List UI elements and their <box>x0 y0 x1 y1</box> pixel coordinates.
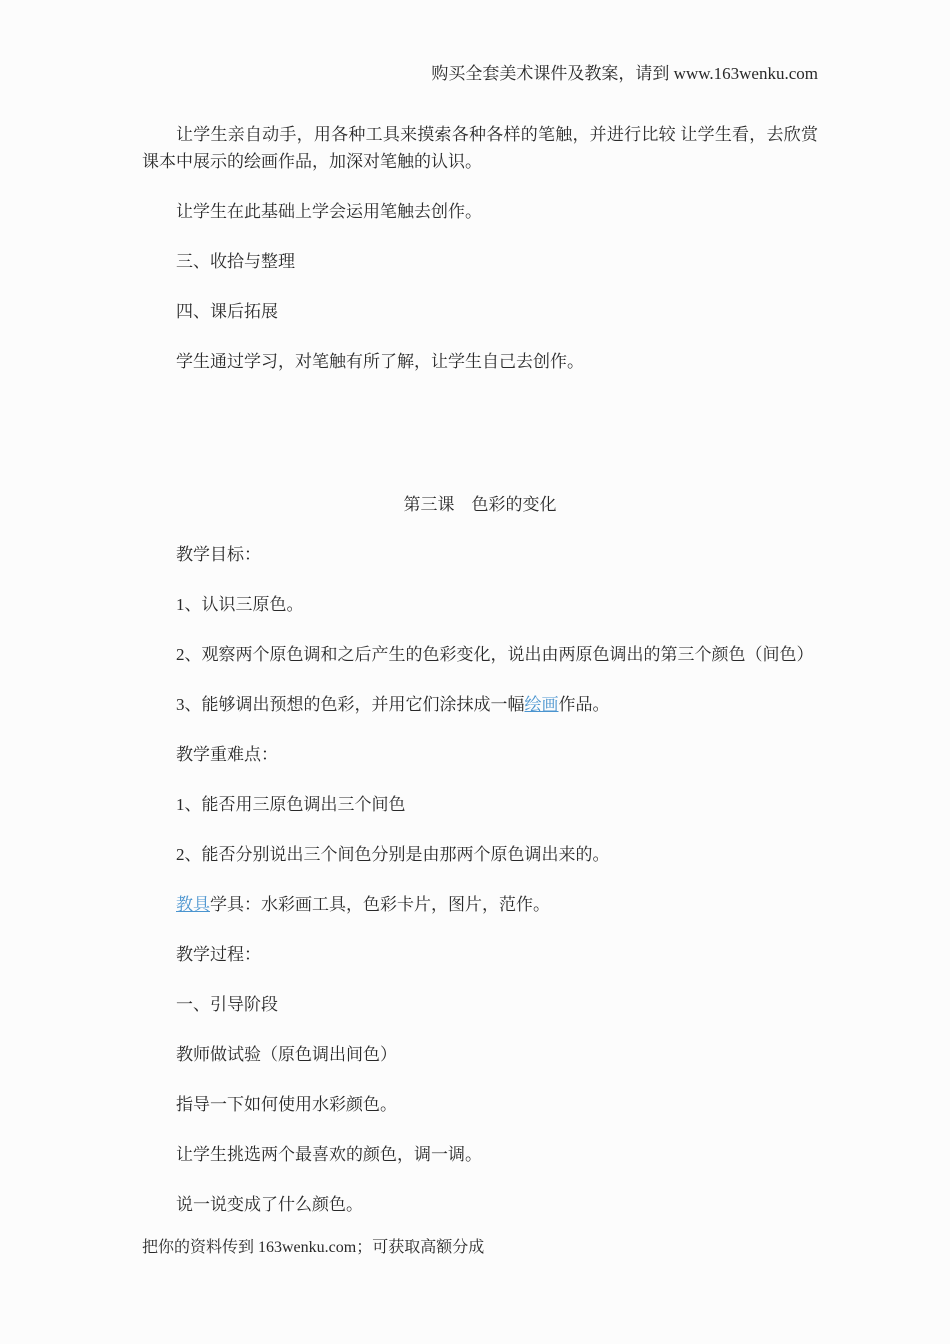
section-heading-cleanup: 三、收拾与整理 <box>176 252 295 271</box>
key-points-heading: 教学重难点： <box>176 745 278 764</box>
materials-line <box>142 891 818 918</box>
materials-text-after-link: 学具：水彩画工具，色彩卡片，图片，范作。 <box>210 895 550 914</box>
footer-promo: 把你的资料传到 163wenku.com；可获取高额分成 <box>142 1239 485 1256</box>
process-heading: 教学过程： <box>176 945 261 964</box>
section-heading-extension: 四、课后拓展 <box>176 302 278 321</box>
lesson-title: 第三课 色彩的变化 <box>403 495 557 514</box>
objective-item-1: 1、认识三原色。 <box>176 595 304 614</box>
objective-3-text-after-link: 作品。 <box>558 695 610 714</box>
objective-item-3 <box>142 691 818 718</box>
step-say-color: 说一说变成了什么颜色。 <box>176 1195 363 1214</box>
objective-item-2: 2、观察两个原色调和之后产生的色彩变化，说出由两原色调出的第三个颜色（间色） <box>176 645 814 664</box>
step-pick-colors: 让学生挑选两个最喜欢的颜色，调一调。 <box>176 1145 482 1164</box>
paragraph-create: 让学生在此基础上学会运用笔触去创作。 <box>176 202 482 221</box>
paragraph-summary: 学生通过学习，对笔触有所了解，让学生自己去创作。 <box>176 352 584 371</box>
teaching-aids-link[interactable]: 教具 <box>176 895 210 914</box>
step-guide: 指导一下如何使用水彩颜色。 <box>176 1095 397 1114</box>
header-promo: 购买全套美术课件及教案，请到 www.163wenku.com <box>431 64 818 83</box>
key-point-item-2: 2、能否分别说出三个间色分别是由那两个原色调出来的。 <box>176 845 610 864</box>
step-demo: 教师做试验（原色调出间色） <box>176 1045 397 1064</box>
key-point-item-1: 1、能否用三原色调出三个间色 <box>176 795 406 814</box>
painting-link[interactable]: 绘画 <box>524 695 559 714</box>
objective-3-text-before-link: 3、能够调出预想的色彩，并用它们涂抹成一幅 <box>176 695 525 714</box>
paragraph-hands-on: 让学生亲自动手，用各种工具来摸索各种各样的笔触，并进行比较 让学生看，去欣赏课本中展示的绘画作品，加深对笔触的认识。 <box>142 125 818 171</box>
objectives-heading: 教学目标： <box>176 545 261 564</box>
stage-1-heading: 一、引导阶段 <box>176 995 278 1014</box>
